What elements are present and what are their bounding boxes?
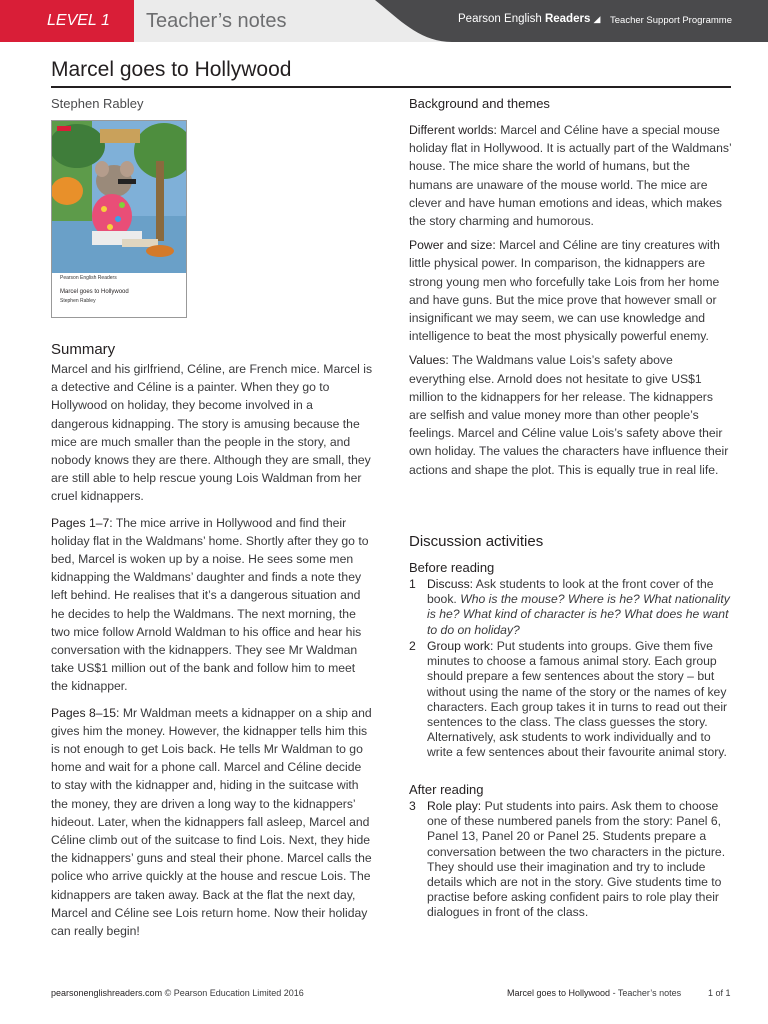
cover-illustration xyxy=(52,121,186,273)
activity-2-number: 2 xyxy=(409,639,416,653)
cover-title: Marcel goes to Hollywood xyxy=(60,289,129,295)
programme-label: Teacher Support Programme xyxy=(610,15,732,26)
cover-author: Stephen Rabley xyxy=(60,298,96,304)
theme-different-worlds: Different worlds: Marcel and Céline have a special mouse holiday flat in Hollywood. It is actually part of the Waldmans’ house. The mice share the world of humans, but the humans are unaware of the mouse world. The mice are clever and have human emotions and ideas, which makes the story charming and humorous. xyxy=(409,123,732,229)
footer-page-number: 1 of 1 xyxy=(708,988,731,998)
activity-1-number: 1 xyxy=(409,577,416,591)
page-title: Marcel goes to Hollywood xyxy=(51,58,292,81)
cover-series: Pearson English Readers xyxy=(60,275,117,281)
summary-intro: Marcel and his girlfriend, Céline, are French mice. Marcel is a detective and Céline is a painter. When they go to Hollywood on holiday, they become involved in a dangerous kidnapping. The story is amusing because the mice are much smaller than the people in the story, and nobody knows they are there. Although they are small, they are still able to help rescue young Lois Waldman from her cruel kidnappers. xyxy=(51,362,373,504)
footer-doc-label: - Teacher’s notes xyxy=(610,988,682,998)
section-title: Teacher’s notes xyxy=(146,10,287,32)
footer-right xyxy=(507,988,681,998)
brand-mark-icon: ◢ xyxy=(593,14,601,24)
background-heading: Background and themes xyxy=(409,96,550,111)
book-cover xyxy=(51,120,187,318)
footer-book-title: Marcel goes to Hollywood xyxy=(507,988,611,998)
brand-name: Pearson English Readers ◢ xyxy=(458,13,601,25)
level-badge: LEVEL 1 xyxy=(0,0,134,42)
activity-2: Group work: Put students into groups. Give them five minutes to choose a famous animal story. Each group should prepare a few sentences about the story – but without using the name of the story or the names of key characters. Each group takes it in turns to read out their sentences to the class. The class guesses the story. Alternatively, ask students to work individually and to write a few sentences about their favourite animal story. xyxy=(427,639,728,760)
theme-values: Values: The Waldmans value Lois’s safety above everything else. Arnold does not hesitate to give US$1 million to the kidnappers for her release. The kidnappers are selfish and value money more than other people’s feelings. Marcel and Céline value Lois’s safety above their own holiday. The values the characters have influence their actions and shape the plot. This is equally true in real life. xyxy=(409,353,729,477)
summary-pages-8-15: Pages 8–15: Mr Waldman meets a kidnapper on a ship and gives him the money. However, the kidnapper tells him this is not enough to get Lois back. He tells Mr Waldman to go home and wait for a phone call. Marcel and Céline decide to stay with the kidnapper and, hiding in the suitcase with the money, they are driven a long way to the kidnappers’ hideout. Later, when the kidnappers fall asleep, Marcel and Céline climb out of the suitcase to find Lois. Next, they hide the kidnappers’ guns and steal their phone. Marcel calls the police who arrive quickly at the house and rescue Lois. The kidnappers are taken away. Back at the flat the next day, Marcel and Céline see Lois return home. Now their holiday can really begin! xyxy=(51,705,372,939)
cover-level-tab xyxy=(57,126,71,131)
activity-3: Role play: Put students into pairs. Ask them to choose one of these numbered panels from the story: Panel 6, Panel 13, Panel 20 or Panel 25. Students prepare a conversation between the two characters in the picture. They should use their imagination and try to include details which are not in the story. Give students time to practise before asking confident pairs to role play their dialogues in front of the class. xyxy=(427,799,726,920)
after-reading-heading: After reading xyxy=(409,782,484,797)
footer-site-link[interactable]: pearsonenglishreaders.com xyxy=(51,988,163,998)
footer-copyright: © Pearson Education Limited 2016 xyxy=(164,988,304,998)
before-reading-heading: Before reading xyxy=(409,560,495,575)
activity-3-number: 3 xyxy=(409,799,416,813)
footer-left xyxy=(51,988,304,998)
activity-1: Discuss: Ask students to look at the front cover of the book. Who is the mouse? Where is he? What nationality is he? What kind of character is he? What does he want to do on holiday? xyxy=(427,577,730,637)
background-body xyxy=(409,121,732,479)
discussion-heading: Discussion activities xyxy=(409,533,544,550)
title-rule xyxy=(51,86,731,88)
summary-pages-1-7: Pages 1–7: The mice arrive in Hollywood and find their holiday flat in the Waldmans’ home. Shortly after they go to bed, Marcel is woken up by a noise. He sees some men kidnapping the Waldmans’ daughter and finds a note they left behind. He realises that it’s a dangerous situation and he decides to help the Waldmans. The next morning, the two mice follow Arnold Waldman to his office and hear his conversation with the kidnappers. They see Mr Waldman take US$1 million out of the bank and follow him to meet the kidnapper. xyxy=(51,515,369,694)
summary-heading: Summary xyxy=(51,341,116,358)
author-name: Stephen Rabley xyxy=(51,96,144,111)
summary-body xyxy=(51,360,373,940)
theme-power-and-size: Power and size: Marcel and Céline are tiny creatures with little physical power. In comparison, the kidnappers are strong young men who forcefully take Lois from her home and have guns. But the mice prove that however small or insignificant we may seem, we can use knowledge and intelligence to beat the most physically powerful enemy. xyxy=(409,238,720,344)
page-header xyxy=(0,0,768,42)
